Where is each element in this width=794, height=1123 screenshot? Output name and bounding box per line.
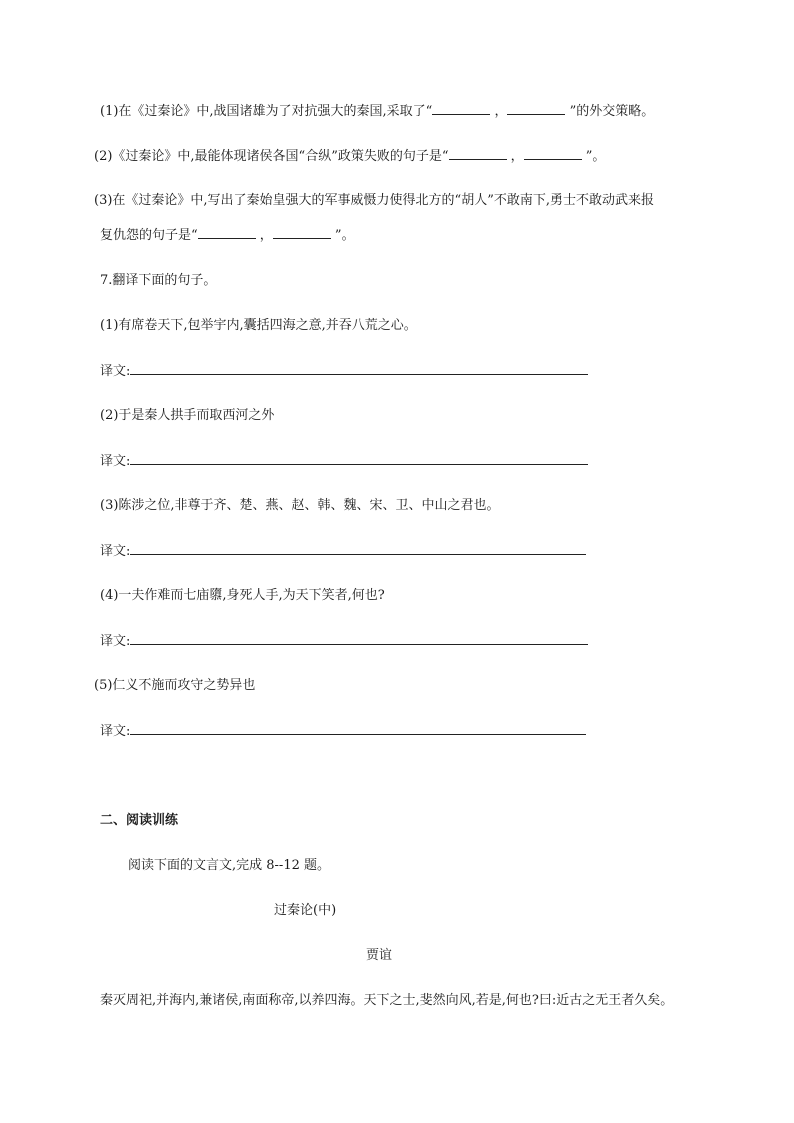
question-3-text: (3)在《过秦论》中,写出了秦始皇强大的军事威慑力使得北方的“胡人”不敢南下,勇士不敢动武来报 (94, 193, 654, 208)
translation-answer-row (100, 362, 588, 381)
translate-heading: 7.翻译下面的句子。 (100, 273, 217, 288)
answer-blank[interactable] (432, 102, 490, 115)
answer-blank[interactable] (524, 147, 582, 160)
translation-label: 译文: (100, 544, 131, 559)
translation-answer-line[interactable] (130, 632, 588, 645)
translate-item: (5)仁义不施而攻守之势异也 (94, 678, 256, 693)
translation-label: 译文: (100, 634, 131, 649)
translation-answer-line[interactable] (130, 362, 588, 375)
translation-answer-row (100, 632, 588, 651)
answer-blank[interactable] (449, 147, 507, 160)
passage-title: 过秦论(中) (274, 903, 337, 918)
passage-first-line: 秦灭周祀,并海内,兼诸侯,南面称帝,以养四海。天下之士,斐然向风,若是,何也?曰:近古之无王者久矣。 (100, 993, 674, 1008)
translation-answer-row (100, 452, 588, 471)
question-3-line-2: 复仇怨的句子是“ ， ”。 (100, 228, 355, 243)
translation-label: 译文: (100, 724, 131, 739)
question-2: (2)《过秦论》中,最能体现诸侯各国“合纵”政策失败的句子是“ ， ”。 (94, 149, 606, 164)
translate-item: (4)一夫作难而七庙隳,身死人手,为天下笑者,何也? (100, 588, 385, 603)
translation-answer-row (100, 542, 586, 561)
translation-label: 译文: (100, 364, 131, 379)
translation-answer-line[interactable] (130, 542, 586, 555)
passage-author: 贾谊 (366, 948, 393, 963)
question-1-text: (1)在《过秦论》中,战国诸雄为了对抗强大的秦国,采取了“ (100, 104, 433, 119)
translate-item: (1)有席卷天下,包举宇内,囊括四海之意,并吞八荒之心。 (100, 318, 417, 333)
translation-label: 译文: (100, 454, 131, 469)
reading-instruction: 阅读下面的文言文,完成 8--12 题。 (128, 858, 330, 873)
translation-answer-line[interactable] (130, 452, 588, 465)
answer-blank[interactable] (507, 102, 565, 115)
translation-answer-line[interactable] (130, 722, 586, 735)
translate-item: (2)于是秦人拱手而取西河之外 (100, 408, 275, 423)
translation-answer-row (100, 722, 586, 741)
section-title: 二、阅读训练 (100, 813, 179, 828)
answer-blank[interactable] (273, 226, 331, 239)
question-2-text: (2)《过秦论》中,最能体现诸侯各国“合纵”政策失败的句子是“ (94, 149, 449, 164)
answer-blank[interactable] (198, 226, 256, 239)
translate-item: (3)陈涉之位,非尊于齐、楚、燕、赵、韩、魏、宋、卫、中山之君也。 (100, 498, 500, 513)
question-1: (1)在《过秦论》中,战国诸雄为了对抗强大的秦国,采取了“ ， ”的外交策略。 (100, 104, 655, 119)
question-3-line-1 (94, 192, 654, 210)
